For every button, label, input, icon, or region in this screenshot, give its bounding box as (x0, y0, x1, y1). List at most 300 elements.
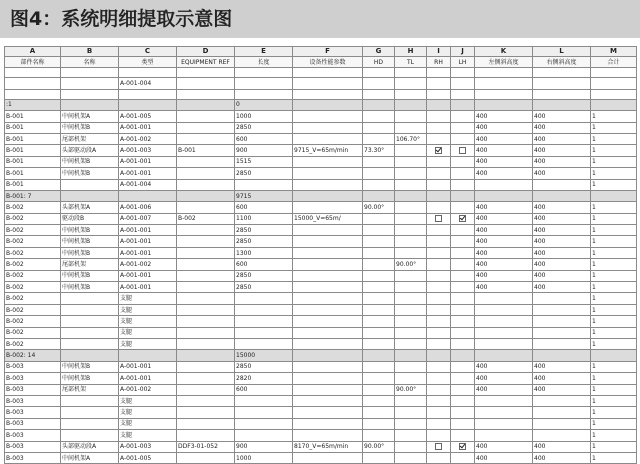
cell-i[interactable] (427, 259, 451, 270)
cell-b[interactable]: 中间机架B (61, 361, 119, 372)
cell-e[interactable]: 0 (235, 99, 293, 110)
cell-g[interactable] (363, 190, 395, 201)
cell-a[interactable]: B-001: 7 (5, 190, 61, 201)
cell-i[interactable] (427, 282, 451, 293)
cell-b[interactable]: 中间机架B (61, 373, 119, 384)
cell-i[interactable] (427, 247, 451, 258)
cell-l[interactable]: 400 (533, 247, 591, 258)
cell-c[interactable]: 支腿 (119, 327, 177, 338)
cell-g[interactable] (363, 373, 395, 384)
cell-f[interactable] (293, 122, 363, 133)
cell-i[interactable] (427, 270, 451, 281)
cell-i[interactable]: RH (427, 57, 451, 68)
cell-g[interactable] (363, 327, 395, 338)
cell-i[interactable] (427, 179, 451, 190)
cell-b[interactable] (61, 89, 119, 99)
cell-g[interactable] (363, 168, 395, 179)
cell-d[interactable] (177, 384, 235, 395)
cell-l[interactable]: 400 (533, 213, 591, 224)
cell-h[interactable] (395, 145, 427, 156)
cell-d[interactable] (177, 304, 235, 315)
cell-e[interactable] (235, 68, 293, 78)
cell-j[interactable]: LH (451, 57, 475, 68)
cell-i[interactable] (427, 168, 451, 179)
cell-h[interactable] (395, 68, 427, 78)
cell-m[interactable]: 1 (591, 316, 637, 327)
cell-c[interactable]: 类型 (119, 57, 177, 68)
cell-a[interactable]: B-002 (5, 236, 61, 247)
cell-e[interactable] (235, 293, 293, 304)
cell-j[interactable] (451, 111, 475, 122)
cell-c[interactable]: A-001-002 (119, 133, 177, 144)
cell-g[interactable] (363, 293, 395, 304)
cell-l[interactable]: 400 (533, 236, 591, 247)
cell-a[interactable]: B-003 (5, 395, 61, 406)
cell-c[interactable] (119, 190, 177, 201)
cell-k[interactable] (475, 89, 533, 99)
cell-b[interactable]: 驱动段B (61, 213, 119, 224)
cell-m[interactable]: 1 (591, 270, 637, 281)
cell-b[interactable] (61, 179, 119, 190)
cell-a[interactable]: B-002 (5, 316, 61, 327)
cell-b[interactable]: 中间机架B (61, 270, 119, 281)
cell-d[interactable] (177, 350, 235, 361)
cell-h[interactable] (395, 441, 427, 452)
cell-k[interactable] (475, 418, 533, 429)
checkbox-checked[interactable] (459, 443, 466, 450)
cell-h[interactable]: H (395, 47, 427, 57)
cell-g[interactable] (363, 179, 395, 190)
cell-j[interactable] (451, 430, 475, 441)
cell-m[interactable] (591, 78, 637, 89)
cell-m[interactable]: 1 (591, 407, 637, 418)
cell-a[interactable]: B-001 (5, 133, 61, 144)
cell-f[interactable] (293, 361, 363, 372)
cell-e[interactable]: 9715 (235, 190, 293, 201)
cell-i[interactable] (427, 373, 451, 384)
cell-l[interactable]: 400 (533, 202, 591, 213)
cell-b[interactable]: 尾部机架 (61, 259, 119, 270)
cell-g[interactable] (363, 122, 395, 133)
cell-a[interactable]: B-003 (5, 430, 61, 441)
cell-b[interactable]: 尾部机架 (61, 133, 119, 144)
cell-h[interactable] (395, 407, 427, 418)
cell-h[interactable] (395, 270, 427, 281)
cell-h[interactable] (395, 316, 427, 327)
cell-b[interactable] (61, 418, 119, 429)
cell-c[interactable]: 支腿 (119, 304, 177, 315)
cell-j[interactable] (451, 225, 475, 236)
cell-g[interactable] (363, 338, 395, 349)
cell-e[interactable]: 15000 (235, 350, 293, 361)
cell-d[interactable] (177, 99, 235, 110)
cell-f[interactable] (293, 133, 363, 144)
cell-m[interactable]: 1 (591, 304, 637, 315)
cell-l[interactable]: 400 (533, 270, 591, 281)
cell-m[interactable]: 1 (591, 327, 637, 338)
cell-a[interactable]: B-002 (5, 293, 61, 304)
cell-e[interactable] (235, 407, 293, 418)
cell-h[interactable] (395, 78, 427, 89)
cell-l[interactable]: 400 (533, 441, 591, 452)
cell-l[interactable]: 400 (533, 145, 591, 156)
cell-e[interactable] (235, 89, 293, 99)
cell-d[interactable] (177, 133, 235, 144)
cell-m[interactable]: 1 (591, 156, 637, 167)
cell-k[interactable]: 400 (475, 452, 533, 463)
cell-g[interactable]: G (363, 47, 395, 57)
cell-c[interactable]: 支腿 (119, 418, 177, 429)
cell-g[interactable] (363, 156, 395, 167)
cell-l[interactable] (533, 338, 591, 349)
cell-m[interactable]: 1 (591, 168, 637, 179)
cell-k[interactable]: 400 (475, 145, 533, 156)
cell-b[interactable] (61, 68, 119, 78)
cell-j[interactable] (451, 190, 475, 201)
cell-h[interactable] (395, 122, 427, 133)
cell-a[interactable]: B-002 (5, 304, 61, 315)
cell-c[interactable]: A-001-005 (119, 111, 177, 122)
cell-j[interactable] (451, 293, 475, 304)
cell-l[interactable] (533, 304, 591, 315)
cell-e[interactable]: 2850 (235, 122, 293, 133)
cell-d[interactable] (177, 395, 235, 406)
cell-a[interactable]: B-002 (5, 270, 61, 281)
cell-f[interactable] (293, 225, 363, 236)
cell-c[interactable]: A-001-001 (119, 270, 177, 281)
cell-d[interactable] (177, 373, 235, 384)
cell-e[interactable]: 900 (235, 441, 293, 452)
cell-j[interactable] (451, 122, 475, 133)
cell-j[interactable] (451, 247, 475, 258)
cell-k[interactable]: 400 (475, 122, 533, 133)
cell-h[interactable] (395, 418, 427, 429)
cell-c[interactable]: A-001-005 (119, 452, 177, 463)
cell-l[interactable] (533, 89, 591, 99)
cell-k[interactable]: 400 (475, 111, 533, 122)
cell-h[interactable] (395, 156, 427, 167)
cell-m[interactable]: 1 (591, 133, 637, 144)
cell-m[interactable]: 1 (591, 202, 637, 213)
cell-m[interactable]: 1 (591, 259, 637, 270)
cell-k[interactable] (475, 190, 533, 201)
cell-k[interactable]: 400 (475, 259, 533, 270)
cell-a[interactable]: B-001 (5, 145, 61, 156)
cell-e[interactable] (235, 179, 293, 190)
cell-c[interactable]: A-001-002 (119, 259, 177, 270)
cell-d[interactable] (177, 247, 235, 258)
cell-m[interactable] (591, 68, 637, 78)
cell-i[interactable] (427, 89, 451, 99)
cell-c[interactable] (119, 89, 177, 99)
cell-k[interactable]: 400 (475, 384, 533, 395)
cell-k[interactable] (475, 327, 533, 338)
cell-k[interactable]: 400 (475, 225, 533, 236)
cell-d[interactable] (177, 430, 235, 441)
cell-g[interactable] (363, 99, 395, 110)
cell-b[interactable]: 中间机架B (61, 282, 119, 293)
cell-m[interactable]: 1 (591, 338, 637, 349)
cell-f[interactable] (293, 304, 363, 315)
cell-b[interactable]: 中间机架A (61, 452, 119, 463)
cell-e[interactable]: E (235, 47, 293, 57)
cell-d[interactable] (177, 293, 235, 304)
cell-m[interactable]: 1 (591, 282, 637, 293)
cell-h[interactable] (395, 430, 427, 441)
cell-j[interactable] (451, 133, 475, 144)
cell-f[interactable]: 8170_V=65m/min (293, 441, 363, 452)
cell-j[interactable] (451, 168, 475, 179)
cell-h[interactable] (395, 190, 427, 201)
cell-k[interactable]: 400 (475, 213, 533, 224)
cell-a[interactable]: B-002 (5, 338, 61, 349)
cell-c[interactable]: A-001-001 (119, 247, 177, 258)
cell-g[interactable] (363, 304, 395, 315)
cell-c[interactable]: A-001-001 (119, 225, 177, 236)
cell-i[interactable] (427, 384, 451, 395)
cell-c[interactable]: A-001-006 (119, 202, 177, 213)
cell-j[interactable] (451, 202, 475, 213)
cell-l[interactable] (533, 99, 591, 110)
cell-h[interactable] (395, 179, 427, 190)
cell-l[interactable]: 右侧斜高度 (533, 57, 591, 68)
cell-c[interactable]: 支腿 (119, 316, 177, 327)
cell-a[interactable]: B-003 (5, 441, 61, 452)
cell-d[interactable]: D (177, 47, 235, 57)
cell-b[interactable]: 中间机架B (61, 236, 119, 247)
cell-h[interactable] (395, 225, 427, 236)
cell-f[interactable] (293, 384, 363, 395)
cell-d[interactable]: DDF3-01-052 (177, 441, 235, 452)
cell-h[interactable] (395, 338, 427, 349)
cell-c[interactable] (119, 99, 177, 110)
cell-j[interactable] (451, 99, 475, 110)
cell-c[interactable]: C (119, 47, 177, 57)
cell-g[interactable] (363, 236, 395, 247)
cell-f[interactable] (293, 327, 363, 338)
cell-c[interactable]: A-001-003 (119, 441, 177, 452)
cell-g[interactable] (363, 407, 395, 418)
cell-m[interactable]: 1 (591, 361, 637, 372)
cell-j[interactable] (451, 259, 475, 270)
cell-a[interactable]: B-002 (5, 247, 61, 258)
cell-d[interactable] (177, 190, 235, 201)
cell-g[interactable] (363, 395, 395, 406)
cell-h[interactable] (395, 99, 427, 110)
cell-i[interactable] (427, 202, 451, 213)
cell-e[interactable] (235, 395, 293, 406)
cell-j[interactable] (451, 145, 475, 156)
cell-a[interactable]: B-003 (5, 373, 61, 384)
cell-d[interactable] (177, 168, 235, 179)
cell-i[interactable] (427, 418, 451, 429)
cell-f[interactable]: 设备性能参数 (293, 57, 363, 68)
cell-e[interactable] (235, 327, 293, 338)
cell-g[interactable] (363, 384, 395, 395)
cell-b[interactable] (61, 190, 119, 201)
cell-l[interactable]: 400 (533, 373, 591, 384)
cell-i[interactable] (427, 190, 451, 201)
cell-a[interactable]: B-001 (5, 156, 61, 167)
cell-m[interactable]: 1 (591, 430, 637, 441)
cell-l[interactable] (533, 293, 591, 304)
cell-l[interactable]: 400 (533, 133, 591, 144)
cell-d[interactable] (177, 361, 235, 372)
cell-j[interactable] (451, 156, 475, 167)
cell-l[interactable] (533, 350, 591, 361)
cell-g[interactable] (363, 259, 395, 270)
cell-d[interactable] (177, 156, 235, 167)
cell-d[interactable] (177, 236, 235, 247)
cell-b[interactable]: 尾部机架 (61, 384, 119, 395)
cell-b[interactable]: 中间机架B (61, 225, 119, 236)
checkbox-unchecked[interactable] (435, 215, 442, 222)
cell-i[interactable] (427, 338, 451, 349)
cell-f[interactable] (293, 395, 363, 406)
cell-m[interactable]: 1 (591, 441, 637, 452)
cell-c[interactable]: A-001-002 (119, 384, 177, 395)
cell-d[interactable] (177, 89, 235, 99)
cell-c[interactable]: A-001-004 (119, 179, 177, 190)
cell-a[interactable]: B-003 (5, 361, 61, 372)
cell-g[interactable] (363, 133, 395, 144)
cell-l[interactable]: 400 (533, 282, 591, 293)
cell-i[interactable] (427, 395, 451, 406)
cell-e[interactable]: 1515 (235, 156, 293, 167)
cell-d[interactable] (177, 452, 235, 463)
cell-f[interactable] (293, 293, 363, 304)
cell-a[interactable]: B-003 (5, 384, 61, 395)
cell-l[interactable]: 400 (533, 122, 591, 133)
cell-e[interactable]: 2850 (235, 236, 293, 247)
cell-a[interactable]: B-001 (5, 122, 61, 133)
cell-j[interactable] (451, 361, 475, 372)
cell-m[interactable] (591, 99, 637, 110)
cell-h[interactable] (395, 373, 427, 384)
cell-d[interactable] (177, 225, 235, 236)
cell-l[interactable]: 400 (533, 225, 591, 236)
cell-m[interactable] (591, 350, 637, 361)
cell-h[interactable] (395, 350, 427, 361)
cell-e[interactable]: 600 (235, 133, 293, 144)
cell-b[interactable] (61, 99, 119, 110)
cell-e[interactable]: 1300 (235, 247, 293, 258)
cell-a[interactable]: B-002 (5, 213, 61, 224)
cell-a[interactable]: B-001 (5, 168, 61, 179)
cell-d[interactable] (177, 202, 235, 213)
cell-i[interactable] (427, 213, 451, 224)
cell-m[interactable]: 1 (591, 293, 637, 304)
cell-l[interactable] (533, 316, 591, 327)
cell-a[interactable] (5, 68, 61, 78)
cell-b[interactable] (61, 338, 119, 349)
cell-d[interactable] (177, 338, 235, 349)
cell-g[interactable]: 90.00° (363, 202, 395, 213)
cell-e[interactable]: 1100 (235, 213, 293, 224)
cell-j[interactable] (451, 373, 475, 384)
cell-m[interactable]: 1 (591, 395, 637, 406)
cell-i[interactable] (427, 452, 451, 463)
cell-b[interactable] (61, 350, 119, 361)
cell-f[interactable] (293, 78, 363, 89)
cell-d[interactable] (177, 122, 235, 133)
cell-j[interactable] (451, 78, 475, 89)
cell-m[interactable]: 1 (591, 179, 637, 190)
cell-l[interactable] (533, 395, 591, 406)
cell-j[interactable] (451, 282, 475, 293)
cell-e[interactable]: 2850 (235, 361, 293, 372)
cell-k[interactable]: 400 (475, 247, 533, 258)
cell-h[interactable]: 90.00° (395, 384, 427, 395)
cell-b[interactable]: B (61, 47, 119, 57)
cell-c[interactable]: 支腿 (119, 407, 177, 418)
cell-f[interactable] (293, 373, 363, 384)
cell-k[interactable] (475, 179, 533, 190)
cell-l[interactable]: 400 (533, 384, 591, 395)
cell-l[interactable]: 400 (533, 168, 591, 179)
cell-h[interactable] (395, 395, 427, 406)
cell-h[interactable] (395, 111, 427, 122)
cell-g[interactable] (363, 361, 395, 372)
cell-m[interactable]: 1 (591, 418, 637, 429)
cell-k[interactable]: 400 (475, 270, 533, 281)
cell-m[interactable]: 1 (591, 452, 637, 463)
cell-k[interactable] (475, 430, 533, 441)
cell-e[interactable]: 2850 (235, 225, 293, 236)
cell-l[interactable] (533, 78, 591, 89)
cell-h[interactable] (395, 327, 427, 338)
cell-a[interactable]: B-002 (5, 327, 61, 338)
cell-f[interactable]: 15000_V=65m/ (293, 213, 363, 224)
cell-a[interactable]: :1 (5, 99, 61, 110)
cell-h[interactable] (395, 236, 427, 247)
cell-e[interactable]: 600 (235, 202, 293, 213)
cell-a[interactable]: B-001 (5, 111, 61, 122)
cell-j[interactable] (451, 395, 475, 406)
cell-c[interactable]: 支腿 (119, 293, 177, 304)
cell-j[interactable] (451, 270, 475, 281)
cell-f[interactable] (293, 99, 363, 110)
cell-f[interactable]: 9715_V=65m/min (293, 145, 363, 156)
cell-e[interactable]: 900 (235, 145, 293, 156)
cell-i[interactable] (427, 293, 451, 304)
cell-m[interactable]: 1 (591, 236, 637, 247)
cell-g[interactable] (363, 282, 395, 293)
cell-d[interactable] (177, 111, 235, 122)
cell-d[interactable] (177, 316, 235, 327)
cell-i[interactable] (427, 111, 451, 122)
cell-e[interactable]: 2850 (235, 270, 293, 281)
cell-f[interactable] (293, 111, 363, 122)
cell-d[interactable] (177, 68, 235, 78)
cell-h[interactable] (395, 293, 427, 304)
cell-d[interactable] (177, 259, 235, 270)
cell-b[interactable]: 中间机架B (61, 247, 119, 258)
cell-c[interactable]: 支腿 (119, 338, 177, 349)
cell-h[interactable] (395, 202, 427, 213)
cell-b[interactable]: 中间机架B (61, 122, 119, 133)
cell-j[interactable] (451, 304, 475, 315)
cell-j[interactable] (451, 452, 475, 463)
cell-k[interactable]: 400 (475, 202, 533, 213)
cell-j[interactable] (451, 89, 475, 99)
cell-l[interactable] (533, 418, 591, 429)
cell-m[interactable]: 1 (591, 213, 637, 224)
cell-e[interactable] (235, 418, 293, 429)
cell-a[interactable]: B-002 (5, 259, 61, 270)
cell-j[interactable] (451, 418, 475, 429)
cell-i[interactable] (427, 145, 451, 156)
